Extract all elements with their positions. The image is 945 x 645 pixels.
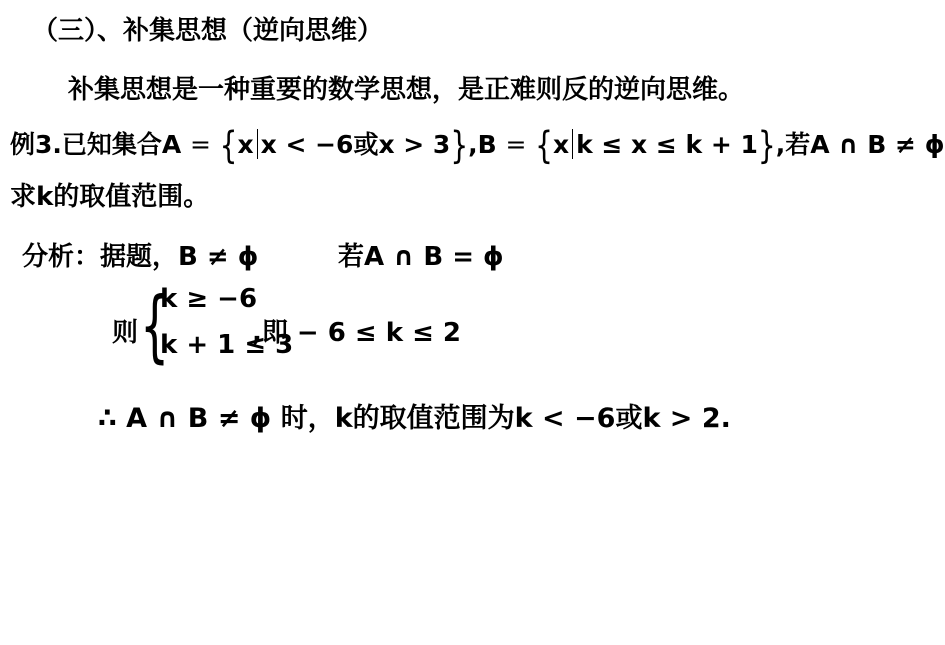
section-title: （三）、补集思想（逆向思维） — [32, 16, 384, 46]
system-brace: { — [140, 279, 170, 371]
intro-text: 补集思想是一种重要的数学思想，是正难则反的逆向思维。 — [68, 75, 745, 105]
system-row-1: k ≥ −6 — [160, 284, 258, 314]
set-b-var: x — [552, 130, 570, 159]
example-line-2: 求k的取值范围。 — [10, 182, 210, 212]
set-a-var: x — [237, 130, 254, 159]
equals-sign-b: = — [505, 130, 527, 159]
set-b-name: B — [477, 130, 497, 159]
set-a-close-brace: } — [450, 123, 469, 168]
set-b-close-brace: } — [757, 123, 776, 168]
set-b-condition: k ≤ x ≤ k + 1 — [576, 130, 758, 159]
analysis-suppose: 若A ∩ B = ϕ — [338, 242, 504, 272]
equals-sign: = — [189, 130, 211, 159]
set-a-condition: x < −6或x > 3 — [260, 130, 451, 159]
set-a-bar — [257, 129, 258, 159]
set-b-bar — [572, 129, 573, 159]
conclusion: ∴ A ∩ B ≠ ϕ 时，k的取值范围为k < −6或k > 2. — [98, 403, 731, 434]
then-label: 则 — [112, 318, 139, 348]
set-b-open-brace: { — [535, 123, 553, 168]
set-a-open-brace: { — [219, 123, 238, 168]
example-text: 已知集合A — [61, 130, 182, 159]
example-line-1 — [10, 123, 945, 168]
system-row-2: k + 1 ≤ 3 — [160, 330, 294, 360]
analysis-lead: 分析：据题，B ≠ ϕ — [22, 242, 259, 272]
comma: , — [468, 130, 478, 159]
example-label: 例3. — [10, 130, 62, 159]
intersection-condition: ,若A ∩ B ≠ ϕ — [775, 130, 945, 159]
system-result: ,即 − 6 ≤ k ≤ 2 — [252, 318, 462, 348]
